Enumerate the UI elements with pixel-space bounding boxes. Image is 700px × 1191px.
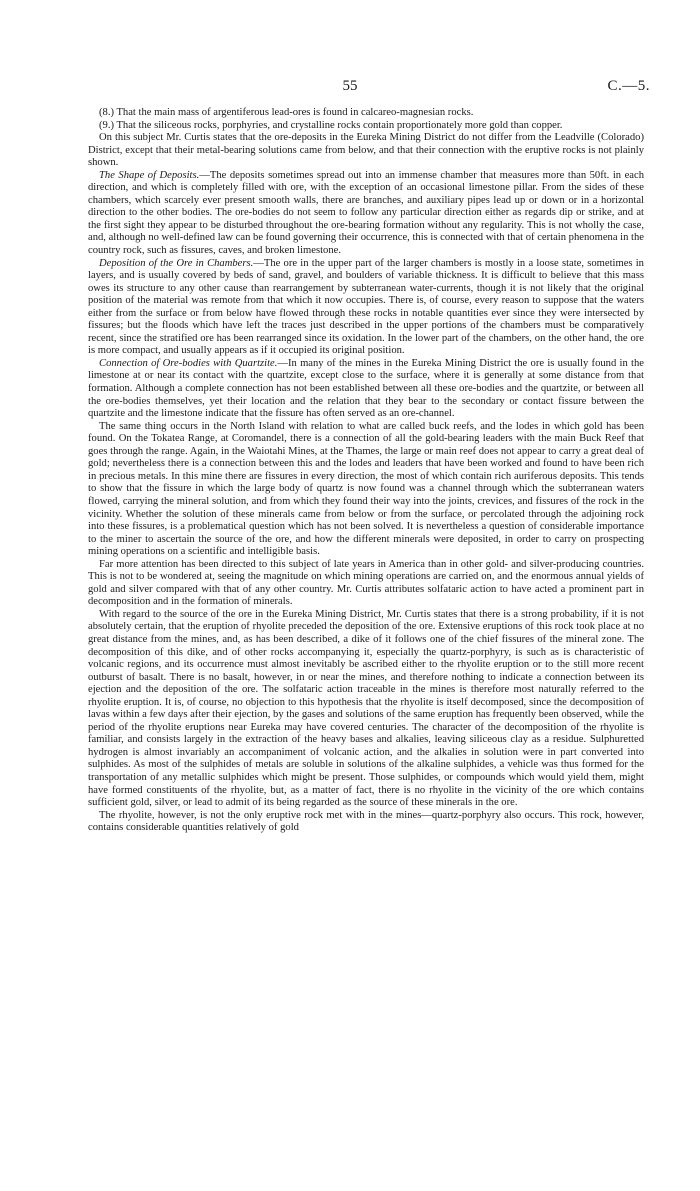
paragraph-text: Far more attention has been directed to this subject of late years in America than in other gold- and silver-producing countries. This is not to be wondered at, seeing the magnitude on which mining operations are carried on, and the enormous annual yields of gold and silver compared with that of any other country. Mr. Curtis attributes solfataric action to have acted a prominent part in decomposition and in the formation of minerals. [88, 558, 644, 608]
paragraph [88, 120, 644, 133]
paragraph [88, 132, 644, 170]
paragraph-text: (8.) That the main mass of argentiferous lead-ores is found in calcareo-magnesian rocks. [99, 107, 474, 118]
paragraph-text: With regard to the source of the ore in the Eureka Mining District, Mr. Curtis states that there is a strong probability, if it is not absolutely certain, that the eruption of rhyolite preceded the deposition of the ore. Extensive eruptions of this rock took place at no great distance from the mines, and, as has been described, a dike of it follows one of the chief fissures of the mineral zone. The decomposition of this dike, and of other rocks accompanying it, especially the quartz-porphyry, is such as is characteristic of volcanic regions, and its occurrence must almost inevitably be ascribed either to the rhyolite eruption or to the still more recent outburst of basalt. There is no basalt, however, in or near the mines, and therefore nothing to indicate a connection between its ejection and the deposition of the ore. The solfataric action traceable in the mines is therefore most naturally referred to the rhyolite eruption. It is, of course, no objection to this hypothesis that the rhyolite is itself decomposed, since the decomposition of lavas within a few days after their ejection, by the gases and solutions of the same eruption has frequently been observed, while the period of the rhyolite eruptions near Eureka may have covered centuries. The character of the decomposition of the rhyolite is familiar, and consists largely in the extraction of the heavy bases and alkalies, leaving siliceous clay as a residue. Sulphuretted hydrogen is almost invariably an accompaniment of volcanic action, and the alkalies in solution were in part converted into sulphides. As most of the sulphides of metals are soluble in solutions of the alkaline sulphides, a vehicle was thus formed for the transportation of any metallic sulphides which might be present. Those sulphides, or compounds which would yield them, might have formed constituents of the rhyolite, but, as a matter of fact, there is no rhyolite in the vicinity of the ore which contains sufficient gold, silver, or lead to admit of its being regarded as the source of these minerals in the ore. [88, 608, 645, 809]
paragraph-text: —In many of the mines in the Eureka Mining District the ore is usually found in the limestone at or near its contact with the quartzite, except close to the surface, where it is generally at some distance from that formation. Although a complete connection has not been established between all these ore-bodies and the quartzite, or between all the ore-bodies themselves, yet their location and the relation that they bear to the secondary or contact fissure between the quartzite and the limestone indicate that the fissure has often served as an ore-channel. [88, 357, 644, 420]
paragraph [88, 170, 644, 258]
paragraph [88, 609, 644, 810]
paragraph [88, 258, 644, 358]
page-header [0, 78, 700, 100]
paragraph-heading: Connection of Ore-bodies with Quartzite. [99, 357, 278, 369]
paragraph-text: The same thing occurs in the North Island with relation to what are called buck reefs, and the lodes in which gold has been found. On the Tokatea Range, at Coromandel, there is a connection of all the gold-bearing leaders with the main Buck Reef that goes through the range. Again, in the Waiotahi Mines, at the Thames, the large or main reef does not appear to carry a great deal of gold; nevertheless there is a connection between this and the lodes and leaders that have been worked and found to have been rich in precious metals. In this mine there are fissures in every direction, the most of which contain rich auriferous deposits. This tends to show that the fissure in which the large body of quartz is now found was a channel through which the subterranean waters flowed, carrying the mineral solution, and from which they found their way into the joints, crevices, and fissures of the rock in the vicinity. Whether the solution of these minerals came from below or from the surface, or percolated through the adjoining rock into these fissures, is a problematical question which has not been solved. It is nevertheless a question of considerable importance to the miner to ascertain the source of the ore, and how the different minerals were deposited, in order to carry on prospecting mining operations on a scientific and intelligible basis. [88, 420, 644, 558]
paragraph [88, 810, 644, 835]
page-number: 55 [342, 78, 358, 94]
paragraph-heading: The Shape of Deposits. [99, 169, 200, 181]
paragraph [88, 421, 644, 559]
paragraph-text: —The ore in the upper part of the larger chambers is mostly in a loose state, sometimes in layers, and is usually covered by beds of sand, gravel, and boulders of variable thickness. It is difficult to believe that this mass owes its structure to any other cause than rearrangement by subterranean water-currents, though it is not likely that the original position of the material was remote from that which it now occupies. There is, of course, every reason to suppose that the waters either from the surface or from below have flowed through these rocks in notable quantities ever since they were intersected by fissures; but the floods which have left the traces just described in the upper portions of the chambers must be comparatively recent, since the stratified ore has been rearranged since its oxidation. In the lower part of the chambers, on the other hand, the ore is more compact, and usually appears as if it occupied its original position. [88, 257, 644, 357]
paragraph-text: —The deposits sometimes spread out into an immense chamber that measures more than 50ft. in each direction, and which is completely filled with ore, with the exception of an occasional limestone pillar. From the sides of these chambers, which scarcely ever present smooth walls, there are branches, and auxiliary pipes lead up or down or in a horizontal direction to the other bodies. The ore-bodies do not seem to follow any particular direction either as regards dip or strike, and at the first sight they appear to be disturbed throughout the ore-bearing formation without any regularity. This is not wholly the case, and, although no well-defined law can be found governing their occurrence, this is connected with that of certain phenomena in the country rock, such as fissures, caves, and broken limestone. [88, 169, 644, 257]
paragraph [88, 107, 644, 120]
paragraph-text: (9.) That the siliceous rocks, porphyries, and crystalline rocks contain proportionately more gold than copper. [99, 119, 563, 131]
paragraph-text: The rhyolite, however, is not the only eruptive rock met with in the mines—quartz-porphyry also occurs. This rock, however, contains considerable quantities relatively of gold [88, 809, 644, 834]
document-reference: C.—5. [607, 78, 650, 94]
paragraph [88, 358, 644, 421]
body-text [88, 107, 644, 835]
paragraph-text: On this subject Mr. Curtis states that the ore-deposits in the Eureka Mining District do not differ from the Leadville (Colorado) District, except that their metal-bearing solutions came from below, and that their connection with the eruptive rocks is not plainly shown. [88, 132, 644, 169]
paragraph-heading: Deposition of the Ore in Chambers. [99, 257, 254, 269]
paragraph [88, 559, 644, 609]
